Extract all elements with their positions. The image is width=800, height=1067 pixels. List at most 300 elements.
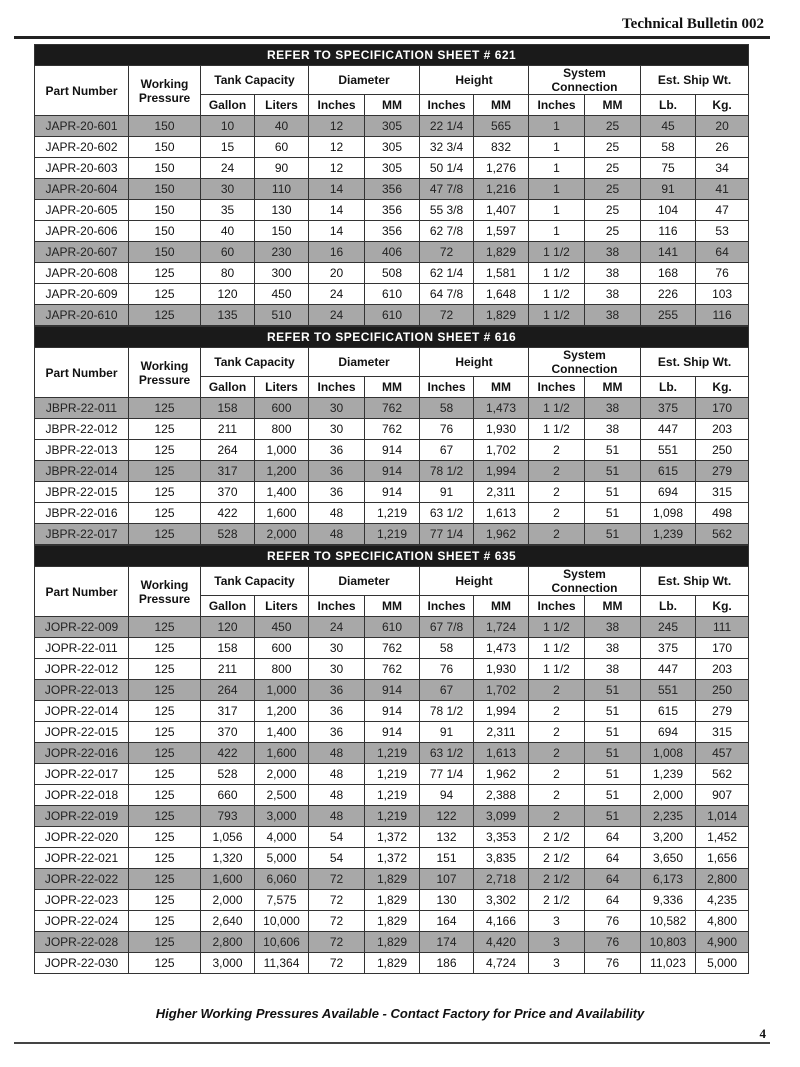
value-cell: 800	[255, 419, 309, 440]
value-cell: 1,962	[474, 524, 529, 545]
value-cell: 76	[420, 659, 474, 680]
table-row	[35, 743, 749, 764]
value-cell: 24	[309, 617, 365, 638]
value-cell: 279	[696, 461, 749, 482]
table-row	[35, 179, 749, 200]
col-subheader: MM	[474, 95, 529, 116]
table-row	[35, 419, 749, 440]
value-cell: 1,597	[474, 221, 529, 242]
value-cell: 315	[696, 722, 749, 743]
value-cell: 450	[255, 617, 309, 638]
value-cell: 36	[309, 440, 365, 461]
value-cell: 250	[696, 440, 749, 461]
spec-table-1	[34, 326, 749, 545]
value-cell: 914	[365, 722, 420, 743]
value-cell: 2,388	[474, 785, 529, 806]
col-header-pressure: Working Pressure	[129, 348, 201, 398]
value-cell: 168	[641, 263, 696, 284]
value-cell: 508	[365, 263, 420, 284]
col-subheader: MM	[585, 377, 641, 398]
table-row	[35, 890, 749, 911]
value-cell: 762	[365, 398, 420, 419]
value-cell: 914	[365, 680, 420, 701]
part-number-cell: JOPR-22-017	[35, 764, 129, 785]
value-cell: 3,650	[641, 848, 696, 869]
value-cell: 125	[129, 932, 201, 953]
table-row	[35, 764, 749, 785]
value-cell: 1,219	[365, 806, 420, 827]
col-subheader: Inches	[529, 95, 585, 116]
value-cell: 35	[201, 200, 255, 221]
col-header-diameter: Diameter	[309, 66, 420, 95]
value-cell: 11,364	[255, 953, 309, 974]
value-cell: 76	[585, 911, 641, 932]
col-subheader: Liters	[255, 596, 309, 617]
table-row	[35, 398, 749, 419]
value-cell: 660	[201, 785, 255, 806]
value-cell: 610	[365, 305, 420, 326]
value-cell: 41	[696, 179, 749, 200]
value-cell: 800	[255, 659, 309, 680]
table-row	[35, 284, 749, 305]
value-cell: 125	[129, 482, 201, 503]
value-cell: 226	[641, 284, 696, 305]
table-row	[35, 617, 749, 638]
col-header-pressure: Working Pressure	[129, 567, 201, 617]
value-cell: 600	[255, 638, 309, 659]
value-cell: 2	[529, 743, 585, 764]
value-cell: 2,000	[255, 524, 309, 545]
col-subheader: Inches	[420, 95, 474, 116]
value-cell: 51	[585, 461, 641, 482]
part-number-cell: JOPR-22-018	[35, 785, 129, 806]
value-cell: 203	[696, 419, 749, 440]
col-header-capacity: Tank Capacity	[201, 567, 309, 596]
value-cell: 914	[365, 461, 420, 482]
value-cell: 2	[529, 440, 585, 461]
value-cell: 30	[309, 659, 365, 680]
value-cell: 2	[529, 764, 585, 785]
value-cell: 1,400	[255, 482, 309, 503]
table-row	[35, 785, 749, 806]
value-cell: 38	[585, 638, 641, 659]
value-cell: 72	[309, 932, 365, 953]
value-cell: 10	[201, 116, 255, 137]
value-cell: 1 1/2	[529, 284, 585, 305]
value-cell: 72	[309, 911, 365, 932]
table-row	[35, 638, 749, 659]
value-cell: 63 1/2	[420, 743, 474, 764]
value-cell: 25	[585, 116, 641, 137]
value-cell: 2,800	[696, 869, 749, 890]
value-cell: 3,835	[474, 848, 529, 869]
value-cell: 2 1/2	[529, 890, 585, 911]
part-number-cell: JAPR-20-602	[35, 137, 129, 158]
col-header-part: Part Number	[35, 348, 129, 398]
value-cell: 30	[309, 398, 365, 419]
col-subheader: Kg.	[696, 377, 749, 398]
value-cell: 186	[420, 953, 474, 974]
value-cell: 51	[585, 764, 641, 785]
value-cell: 2,640	[201, 911, 255, 932]
value-cell: 11,023	[641, 953, 696, 974]
value-cell: 72	[309, 869, 365, 890]
value-cell: 38	[585, 263, 641, 284]
value-cell: 1 1/2	[529, 242, 585, 263]
value-cell: 2	[529, 722, 585, 743]
value-cell: 34	[696, 158, 749, 179]
page-number: 4	[759, 1026, 766, 1041]
value-cell: 457	[696, 743, 749, 764]
value-cell: 4,420	[474, 932, 529, 953]
value-cell: 317	[201, 461, 255, 482]
value-cell: 111	[696, 617, 749, 638]
value-cell: 422	[201, 743, 255, 764]
value-cell: 25	[585, 179, 641, 200]
value-cell: 2	[529, 806, 585, 827]
value-cell: 914	[365, 440, 420, 461]
value-cell: 36	[309, 680, 365, 701]
value-cell: 125	[129, 890, 201, 911]
value-cell: 64	[585, 848, 641, 869]
value-cell: 125	[129, 953, 201, 974]
table-row	[35, 305, 749, 326]
value-cell: 20	[309, 263, 365, 284]
value-cell: 12	[309, 116, 365, 137]
value-cell: 1,829	[365, 911, 420, 932]
value-cell: 4,900	[696, 932, 749, 953]
value-cell: 76	[420, 419, 474, 440]
value-cell: 1,216	[474, 179, 529, 200]
value-cell: 48	[309, 764, 365, 785]
value-cell: 1,829	[474, 242, 529, 263]
value-cell: 1,452	[696, 827, 749, 848]
value-cell: 1,930	[474, 419, 529, 440]
value-cell: 14	[309, 221, 365, 242]
value-cell: 158	[201, 398, 255, 419]
value-cell: 150	[255, 221, 309, 242]
value-cell: 141	[641, 242, 696, 263]
spec-sheet-banner: REFER TO SPECIFICATION SHEET # 635	[35, 546, 749, 567]
value-cell: 3	[529, 953, 585, 974]
bottom-rule	[14, 1042, 770, 1044]
table-row	[35, 461, 749, 482]
table-row	[35, 482, 749, 503]
value-cell: 53	[696, 221, 749, 242]
value-cell: 125	[129, 284, 201, 305]
col-header-weight: Est. Ship Wt.	[641, 66, 749, 95]
part-number-cell: JBPR-22-016	[35, 503, 129, 524]
value-cell: 51	[585, 503, 641, 524]
col-header-weight: Est. Ship Wt.	[641, 567, 749, 596]
value-cell: 600	[255, 398, 309, 419]
value-cell: 91	[420, 722, 474, 743]
value-cell: 125	[129, 827, 201, 848]
value-cell: 447	[641, 419, 696, 440]
value-cell: 245	[641, 617, 696, 638]
value-cell: 120	[201, 284, 255, 305]
value-cell: 150	[129, 242, 201, 263]
col-subheader: Inches	[309, 95, 365, 116]
value-cell: 1,200	[255, 701, 309, 722]
value-cell: 1,407	[474, 200, 529, 221]
value-cell: 1,239	[641, 524, 696, 545]
value-cell: 150	[129, 179, 201, 200]
value-cell: 38	[585, 284, 641, 305]
value-cell: 4,800	[696, 911, 749, 932]
value-cell: 615	[641, 701, 696, 722]
value-cell: 1,000	[255, 440, 309, 461]
value-cell: 72	[309, 953, 365, 974]
value-cell: 1 1/2	[529, 659, 585, 680]
part-number-cell: JOPR-22-016	[35, 743, 129, 764]
value-cell: 36	[309, 722, 365, 743]
part-number-cell: JAPR-20-607	[35, 242, 129, 263]
value-cell: 51	[585, 743, 641, 764]
part-number-cell: JOPR-22-022	[35, 869, 129, 890]
col-header-height: Height	[420, 348, 529, 377]
value-cell: 30	[309, 419, 365, 440]
value-cell: 1	[529, 158, 585, 179]
value-cell: 36	[309, 701, 365, 722]
value-cell: 80	[201, 263, 255, 284]
value-cell: 211	[201, 659, 255, 680]
value-cell: 1,648	[474, 284, 529, 305]
value-cell: 151	[420, 848, 474, 869]
value-cell: 125	[129, 305, 201, 326]
value-cell: 10,803	[641, 932, 696, 953]
value-cell: 255	[641, 305, 696, 326]
value-cell: 150	[129, 137, 201, 158]
value-cell: 51	[585, 722, 641, 743]
value-cell: 150	[129, 116, 201, 137]
part-number-cell: JAPR-20-606	[35, 221, 129, 242]
value-cell: 2 1/2	[529, 848, 585, 869]
value-cell: 67 7/8	[420, 617, 474, 638]
value-cell: 5,000	[255, 848, 309, 869]
value-cell: 3,200	[641, 827, 696, 848]
col-subheader: Kg.	[696, 596, 749, 617]
value-cell: 370	[201, 722, 255, 743]
value-cell: 1,702	[474, 680, 529, 701]
value-cell: 15	[201, 137, 255, 158]
value-cell: 77 1/4	[420, 524, 474, 545]
spec-table-2	[34, 545, 749, 974]
value-cell: 48	[309, 785, 365, 806]
col-header-part: Part Number	[35, 567, 129, 617]
value-cell: 375	[641, 638, 696, 659]
value-cell: 40	[255, 116, 309, 137]
table-row	[35, 953, 749, 974]
table-row	[35, 242, 749, 263]
value-cell: 38	[585, 242, 641, 263]
part-number-cell: JOPR-22-028	[35, 932, 129, 953]
value-cell: 51	[585, 785, 641, 806]
value-cell: 2,235	[641, 806, 696, 827]
value-cell: 50 1/4	[420, 158, 474, 179]
table-row	[35, 932, 749, 953]
col-subheader: Inches	[309, 596, 365, 617]
value-cell: 125	[129, 764, 201, 785]
value-cell: 1,600	[255, 743, 309, 764]
value-cell: 91	[641, 179, 696, 200]
value-cell: 6,173	[641, 869, 696, 890]
value-cell: 3	[529, 911, 585, 932]
part-number-cell: JOPR-22-011	[35, 638, 129, 659]
col-subheader: MM	[585, 596, 641, 617]
part-number-cell: JBPR-22-013	[35, 440, 129, 461]
value-cell: 47	[696, 200, 749, 221]
value-cell: 120	[201, 617, 255, 638]
value-cell: 203	[696, 659, 749, 680]
value-cell: 3,000	[255, 806, 309, 827]
value-cell: 1	[529, 179, 585, 200]
table-row	[35, 524, 749, 545]
value-cell: 10,000	[255, 911, 309, 932]
value-cell: 45	[641, 116, 696, 137]
value-cell: 1,829	[365, 953, 420, 974]
col-header-weight: Est. Ship Wt.	[641, 348, 749, 377]
value-cell: 75	[641, 158, 696, 179]
value-cell: 12	[309, 158, 365, 179]
table-row	[35, 806, 749, 827]
part-number-cell: JOPR-22-030	[35, 953, 129, 974]
part-number-cell: JOPR-22-023	[35, 890, 129, 911]
value-cell: 1,829	[365, 890, 420, 911]
value-cell: 125	[129, 524, 201, 545]
col-header-part: Part Number	[35, 66, 129, 116]
value-cell: 315	[696, 482, 749, 503]
value-cell: 1,829	[365, 932, 420, 953]
value-cell: 150	[129, 158, 201, 179]
value-cell: 356	[365, 179, 420, 200]
value-cell: 132	[420, 827, 474, 848]
value-cell: 1,219	[365, 785, 420, 806]
value-cell: 125	[129, 398, 201, 419]
value-cell: 104	[641, 200, 696, 221]
value-cell: 125	[129, 680, 201, 701]
value-cell: 62 7/8	[420, 221, 474, 242]
value-cell: 103	[696, 284, 749, 305]
value-cell: 375	[641, 398, 696, 419]
value-cell: 450	[255, 284, 309, 305]
value-cell: 551	[641, 440, 696, 461]
value-cell: 264	[201, 440, 255, 461]
value-cell: 48	[309, 743, 365, 764]
col-subheader: Gallon	[201, 377, 255, 398]
value-cell: 72	[309, 890, 365, 911]
col-subheader: Inches	[420, 596, 474, 617]
part-number-cell: JBPR-22-011	[35, 398, 129, 419]
col-subheader: Lb.	[641, 377, 696, 398]
col-subheader: MM	[365, 596, 420, 617]
value-cell: 60	[201, 242, 255, 263]
value-cell: 832	[474, 137, 529, 158]
value-cell: 51	[585, 524, 641, 545]
table-row	[35, 680, 749, 701]
col-subheader: Inches	[309, 377, 365, 398]
col-subheader: MM	[365, 95, 420, 116]
table-row	[35, 263, 749, 284]
value-cell: 1 1/2	[529, 638, 585, 659]
value-cell: 1,400	[255, 722, 309, 743]
col-header-height: Height	[420, 66, 529, 95]
value-cell: 356	[365, 200, 420, 221]
col-subheader: Liters	[255, 95, 309, 116]
value-cell: 7,575	[255, 890, 309, 911]
value-cell: 907	[696, 785, 749, 806]
value-cell: 64 7/8	[420, 284, 474, 305]
value-cell: 174	[420, 932, 474, 953]
value-cell: 1,014	[696, 806, 749, 827]
value-cell: 762	[365, 419, 420, 440]
value-cell: 1,056	[201, 827, 255, 848]
value-cell: 125	[129, 503, 201, 524]
value-cell: 406	[365, 242, 420, 263]
value-cell: 25	[585, 137, 641, 158]
value-cell: 1 1/2	[529, 617, 585, 638]
value-cell: 610	[365, 284, 420, 305]
value-cell: 1,276	[474, 158, 529, 179]
value-cell: 2 1/2	[529, 869, 585, 890]
value-cell: 51	[585, 701, 641, 722]
value-cell: 76	[585, 932, 641, 953]
col-header-height: Height	[420, 567, 529, 596]
value-cell: 51	[585, 680, 641, 701]
value-cell: 914	[365, 701, 420, 722]
value-cell: 562	[696, 764, 749, 785]
value-cell: 158	[201, 638, 255, 659]
value-cell: 76	[696, 263, 749, 284]
value-cell: 230	[255, 242, 309, 263]
value-cell: 125	[129, 638, 201, 659]
part-number-cell: JAPR-20-609	[35, 284, 129, 305]
value-cell: 3	[529, 932, 585, 953]
spec-sheet-banner: REFER TO SPECIFICATION SHEET # 621	[35, 45, 749, 66]
value-cell: 1,994	[474, 701, 529, 722]
value-cell: 125	[129, 263, 201, 284]
value-cell: 1,219	[365, 503, 420, 524]
value-cell: 25	[585, 221, 641, 242]
value-cell: 107	[420, 869, 474, 890]
table-row	[35, 827, 749, 848]
value-cell: 125	[129, 461, 201, 482]
col-subheader: Liters	[255, 377, 309, 398]
value-cell: 58	[420, 398, 474, 419]
value-cell: 3,302	[474, 890, 529, 911]
value-cell: 3,353	[474, 827, 529, 848]
value-cell: 610	[365, 617, 420, 638]
value-cell: 30	[309, 638, 365, 659]
value-cell: 2,000	[255, 764, 309, 785]
value-cell: 20	[696, 116, 749, 137]
value-cell: 1,372	[365, 848, 420, 869]
part-number-cell: JOPR-22-020	[35, 827, 129, 848]
part-number-cell: JOPR-22-013	[35, 680, 129, 701]
value-cell: 1,724	[474, 617, 529, 638]
table-row	[35, 848, 749, 869]
value-cell: 2,800	[201, 932, 255, 953]
part-number-cell: JOPR-22-024	[35, 911, 129, 932]
part-number-cell: JAPR-20-610	[35, 305, 129, 326]
value-cell: 40	[201, 221, 255, 242]
part-number-cell: JAPR-20-601	[35, 116, 129, 137]
value-cell: 264	[201, 680, 255, 701]
value-cell: 2	[529, 524, 585, 545]
value-cell: 125	[129, 440, 201, 461]
value-cell: 51	[585, 440, 641, 461]
value-cell: 125	[129, 701, 201, 722]
